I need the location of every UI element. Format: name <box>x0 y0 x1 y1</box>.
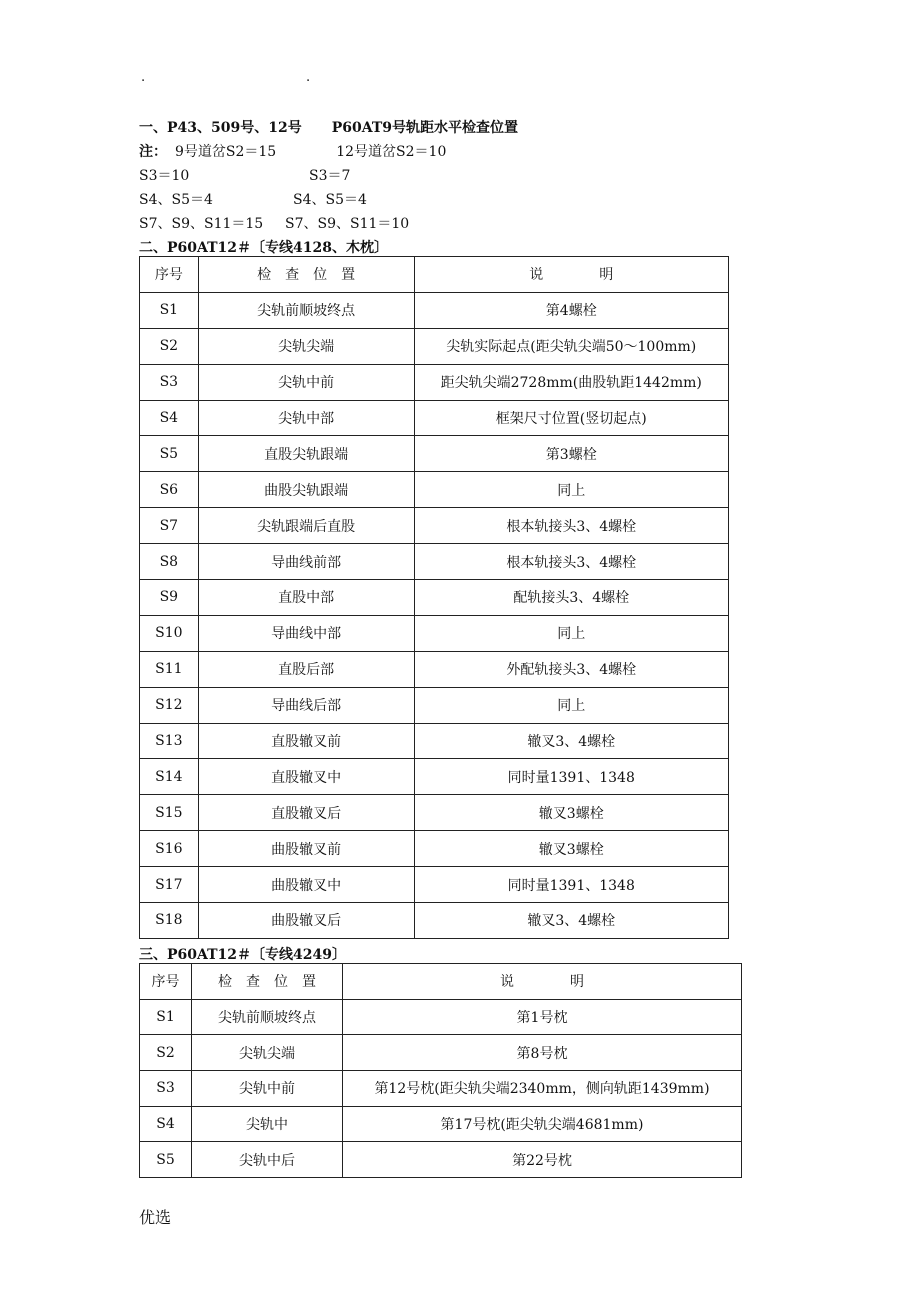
table-row <box>140 999 742 1035</box>
section1-title-b: P60AT9号轨距水平检查位置 <box>331 120 518 136</box>
description-cell: 第12号枕(距尖轨尖端2340mm，侧向轨距1439mm) <box>343 1071 742 1107</box>
table-row <box>140 1106 742 1142</box>
description-cell: 辙叉3、4螺栓 <box>414 723 729 759</box>
table-row <box>140 795 729 831</box>
row-id-cell: S5 <box>140 436 199 472</box>
position-cell: 直股辙叉后 <box>198 795 414 831</box>
position-cell: 尖轨中前 <box>192 1071 343 1107</box>
section1-title-a: 一、P43、509号、12号 <box>139 120 302 136</box>
inspection-table-4128 <box>139 256 729 939</box>
position-cell: 尖轨中后 <box>192 1142 343 1178</box>
spec-a: S7、S9、S11＝15 <box>139 216 264 232</box>
description-cell: 尖轨实际起点(距尖轨尖端50～100mm) <box>414 328 729 364</box>
position-cell: 直股后部 <box>198 651 414 687</box>
table-row <box>140 759 729 795</box>
row-id-cell: S4 <box>140 1106 192 1142</box>
position-cell: 导曲线中部 <box>198 615 414 651</box>
description-cell: 根本轨接头3、4螺栓 <box>414 544 729 580</box>
table-row <box>140 292 729 328</box>
note-b: 12号道岔S2＝10 <box>336 144 447 160</box>
footer-text: 优选 <box>139 1208 172 1227</box>
row-id-cell: S17 <box>140 867 199 903</box>
position-cell: 导曲线前部 <box>198 544 414 580</box>
row-id-cell: S10 <box>140 615 199 651</box>
column-header: 检 查 位 置 <box>192 964 343 1000</box>
table-row <box>140 580 729 616</box>
position-cell: 导曲线后部 <box>198 687 414 723</box>
position-cell: 尖轨前顺坡终点 <box>192 999 343 1035</box>
section1-title <box>139 117 518 137</box>
spec-b: S3＝7 <box>309 168 351 184</box>
row-id-cell: S18 <box>140 903 199 939</box>
table-row <box>140 364 729 400</box>
spec-a: S4、S5＝4 <box>139 192 213 208</box>
row-id-cell: S8 <box>140 544 199 580</box>
row-id-cell: S16 <box>140 831 199 867</box>
table-row <box>140 436 729 472</box>
header-dot-left: . <box>141 70 146 85</box>
description-cell: 辙叉3螺栓 <box>414 831 729 867</box>
position-cell: 尖轨中前 <box>198 364 414 400</box>
position-cell: 尖轨中部 <box>198 400 414 436</box>
note-a: 9号道岔S2＝15 <box>175 144 277 160</box>
row-id-cell: S14 <box>140 759 199 795</box>
table-row <box>140 687 729 723</box>
note-label: 注： <box>139 144 167 160</box>
description-cell: 第4螺栓 <box>414 292 729 328</box>
position-cell: 曲股尖轨跟端 <box>198 472 414 508</box>
table-header-row <box>140 257 729 293</box>
table-row <box>140 472 729 508</box>
section3-title: 三、P60AT12＃〔专线4249〕 <box>139 947 346 963</box>
column-header: 检 查 位 置 <box>198 257 414 293</box>
position-cell: 尖轨前顺坡终点 <box>198 292 414 328</box>
description-cell: 第17号枕(距尖轨尖端4681mm) <box>343 1106 742 1142</box>
table-row <box>140 651 729 687</box>
row-id-cell: S11 <box>140 651 199 687</box>
description-cell: 同时量1391、1348 <box>414 759 729 795</box>
description-cell: 框架尺寸位置(竖切起点) <box>414 400 729 436</box>
column-header: 序号 <box>140 257 199 293</box>
column-header: 说 明 <box>414 257 729 293</box>
position-cell: 直股辙叉中 <box>198 759 414 795</box>
description-cell: 配轨接头3、4螺栓 <box>414 580 729 616</box>
description-cell: 第3螺栓 <box>414 436 729 472</box>
row-id-cell: S2 <box>140 328 199 364</box>
description-cell: 距尖轨尖端2728mm(曲股轨距1442mm) <box>414 364 729 400</box>
position-cell: 曲股辙叉中 <box>198 867 414 903</box>
row-id-cell: S13 <box>140 723 199 759</box>
description-cell: 同时量1391、1348 <box>414 867 729 903</box>
spec-a: S3＝10 <box>139 168 190 184</box>
spec-line <box>139 213 409 233</box>
row-id-cell: S6 <box>140 472 199 508</box>
table-row <box>140 1035 742 1071</box>
position-cell: 尖轨中 <box>192 1106 343 1142</box>
table-row <box>140 831 729 867</box>
table-row <box>140 400 729 436</box>
position-cell: 曲股辙叉前 <box>198 831 414 867</box>
row-id-cell: S3 <box>140 1071 192 1107</box>
table-row <box>140 508 729 544</box>
position-cell: 直股尖轨跟端 <box>198 436 414 472</box>
description-cell: 根本轨接头3、4螺栓 <box>414 508 729 544</box>
position-cell: 曲股辙叉后 <box>198 903 414 939</box>
column-header: 说 明 <box>343 964 742 1000</box>
table-header-row <box>140 964 742 1000</box>
table-row <box>140 544 729 580</box>
description-cell: 外配轨接头3、4螺栓 <box>414 651 729 687</box>
position-cell: 尖轨尖端 <box>198 328 414 364</box>
table-row <box>140 615 729 651</box>
inspection-table-4249 <box>139 963 742 1178</box>
table-row <box>140 903 729 939</box>
description-cell: 辙叉3螺栓 <box>414 795 729 831</box>
description-cell: 同上 <box>414 615 729 651</box>
table-row <box>140 1142 742 1178</box>
position-cell: 直股辙叉前 <box>198 723 414 759</box>
table-row <box>140 867 729 903</box>
description-cell: 同上 <box>414 687 729 723</box>
spec-b: S4、S5＝4 <box>293 192 367 208</box>
spec-b: S7、S9、S11＝10 <box>285 216 410 232</box>
spec-line <box>139 189 367 209</box>
section2-title: 二、P60AT12＃〔专线4128、木枕〕 <box>139 240 388 256</box>
table-row <box>140 1071 742 1107</box>
row-id-cell: S1 <box>140 292 199 328</box>
row-id-cell: S15 <box>140 795 199 831</box>
description-cell: 同上 <box>414 472 729 508</box>
description-cell: 第22号枕 <box>343 1142 742 1178</box>
position-cell: 直股中部 <box>198 580 414 616</box>
table-row <box>140 328 729 364</box>
row-id-cell: S5 <box>140 1142 192 1178</box>
description-cell: 第8号枕 <box>343 1035 742 1071</box>
position-cell: 尖轨尖端 <box>192 1035 343 1071</box>
description-cell: 第1号枕 <box>343 999 742 1035</box>
row-id-cell: S12 <box>140 687 199 723</box>
row-id-cell: S9 <box>140 580 199 616</box>
header-dot-right: . <box>306 70 311 85</box>
row-id-cell: S1 <box>140 999 192 1035</box>
row-id-cell: S4 <box>140 400 199 436</box>
row-id-cell: S3 <box>140 364 199 400</box>
column-header: 序号 <box>140 964 192 1000</box>
spec-line <box>139 165 350 185</box>
position-cell: 尖轨跟端后直股 <box>198 508 414 544</box>
row-id-cell: S7 <box>140 508 199 544</box>
note-line <box>139 141 446 161</box>
row-id-cell: S2 <box>140 1035 192 1071</box>
table-row <box>140 723 729 759</box>
description-cell: 辙叉3、4螺栓 <box>414 903 729 939</box>
